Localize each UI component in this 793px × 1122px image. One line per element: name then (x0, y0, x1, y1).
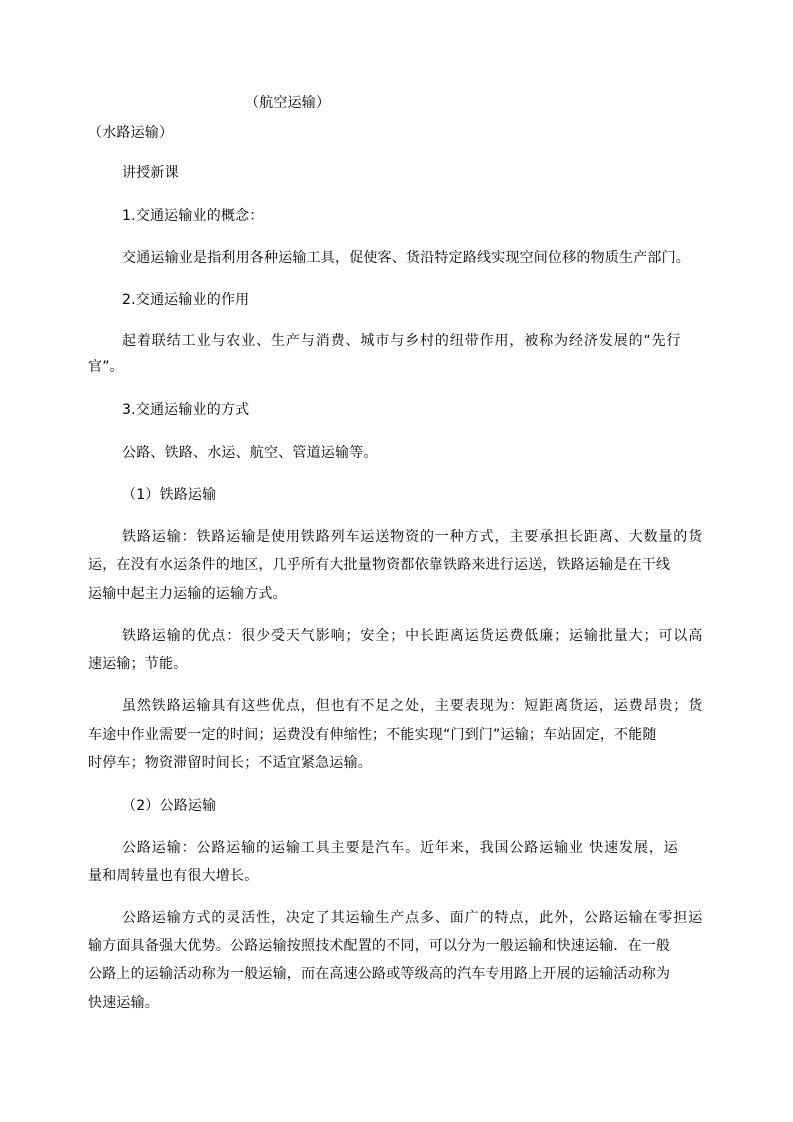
paragraph-railway-pros-line: 速运输；节能。 (88, 656, 188, 672)
paragraph-railway-cons-line: 虽然铁路运输具有这些优点，但也有不足之处，主要表现为：短距离货运，运费昂贵；货 (122, 698, 704, 714)
paragraph-modes: 公路、铁路、水运、航空、管道运输等。 (122, 445, 378, 461)
heading-water-transport: （水路运输） (88, 125, 174, 141)
paragraph-railway-line: 铁路运输：铁路运输是使用铁路列车运送物资的一种方式，主要承担长距离、大数量的货 (122, 529, 704, 545)
paragraph-highway-line: 公路运输：公路运输的运输工具主要是汽车。近年来，我国公路运输业 快速发展，运 (122, 840, 679, 856)
subheading-highway: （2）公路运输 (122, 798, 217, 814)
heading-air-transport: （航空运输） (245, 95, 331, 111)
paragraph-concept: 交通运输业是指利用各种运输工具，促使客、货沿特定路线实现空间位移的物质生产部门。 (122, 250, 690, 266)
paragraph-highway-features-line: 快速运输。 (88, 995, 159, 1011)
paragraph-highway-line: 量和周转量也有很大增长。 (88, 868, 259, 884)
heading-concept: 1.交通运输业的概念： (122, 208, 264, 224)
paragraph-highway-features-line: 公路运输方式的灵活性，决定了其运输生产点多、面广的特点，此外，公路运输在零担运 (122, 910, 704, 926)
paragraph-railway-cons-line: 时停车；物资滞留时间长；不适宜紧急运输。 (88, 755, 372, 771)
paragraph-railway-cons-line: 车途中作业需要一定的时间；运费没有伸缩性；不能实现“门到门”运输；车站固定，不能随 (88, 727, 657, 743)
paragraph-highway-features-line: 公路上的运输活动称为一般运输，而在高速公路或等级高的汽车专用路上开展的运输活动称为 (88, 966, 671, 982)
paragraph-function-line: 起着联结工业与农业、生产与消费、城市与乡村的纽带作用，被称为经济发展的“先行 (122, 333, 682, 349)
paragraph-highway-features-line: 输方面具备强大优势。公路运输按照技术配置的不同，可以分为一般运输和快速运输．在一般 (88, 938, 671, 954)
paragraph-function-line: 官”。 (88, 359, 124, 375)
paragraph-railway-pros-line: 铁路运输的优点：很少受天气影响；安全；中长距离运货运费低廉；运输批量大；可以高 (122, 628, 704, 644)
heading-modes: 3.交通运输业的方式 (122, 402, 250, 418)
heading-function: 2.交通运输业的作用 (122, 292, 250, 308)
section-title: 讲授新课 (122, 165, 179, 181)
paragraph-railway-line: 运输中起主力运输的运输方式。 (88, 586, 287, 602)
paragraph-railway-line: 运，在没有水运条件的地区，几乎所有大批量物资都依靠铁路来进行运送，铁路运输是在干线 (88, 557, 671, 573)
subheading-railway: （1）铁路运输 (122, 487, 217, 503)
